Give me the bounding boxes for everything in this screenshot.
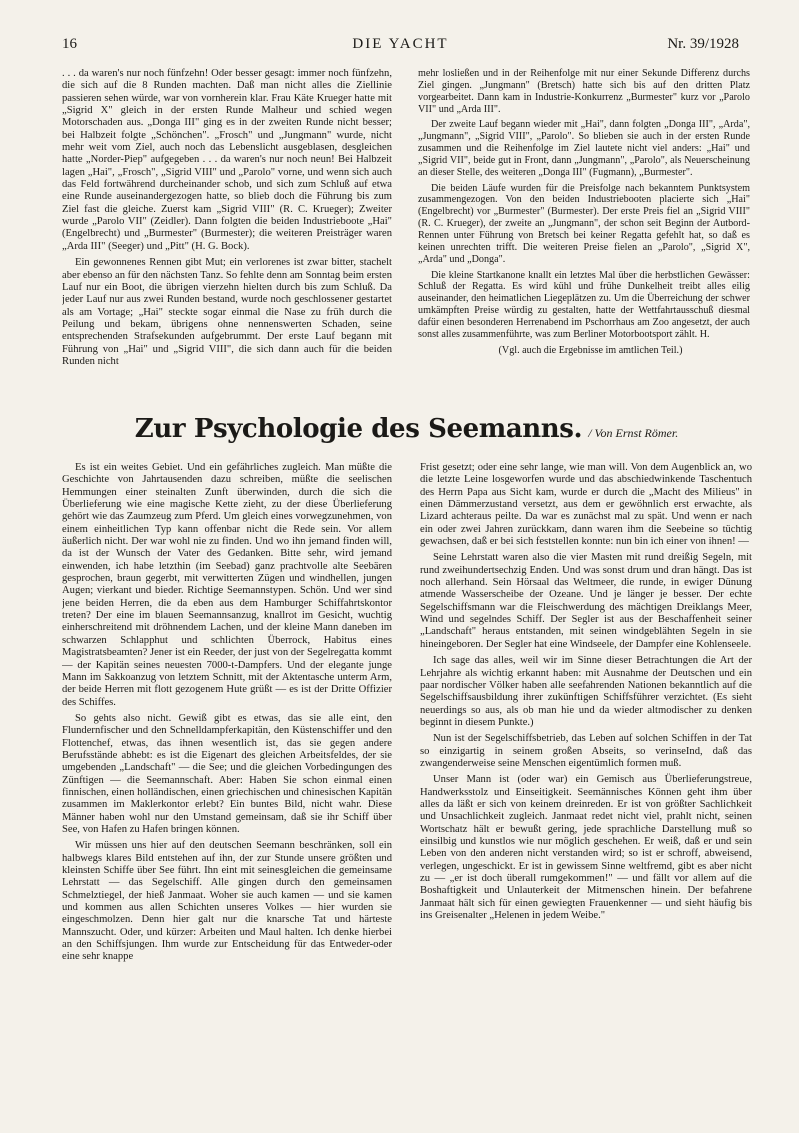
article-byline: / Von Ernst Römer. xyxy=(588,426,679,440)
article-left-column xyxy=(62,462,392,1095)
results-reference-note: (Vgl. auch die Ergebnisse im amtlichen Teil.) xyxy=(498,344,683,356)
paragraph: So gehts also nicht. Gewiß gibt es etwas, das sie alle eint, den Flundernfischer und den Schnelldampferkapitän, den Küstenschiffer und den Flottenchef, etwas, das ihnen wesentlich ist, das sie gegen andere Berufsstände abhebt: es ist die Eigenart des gleichen Arbeitsfeldes, der sie umgebenden „Landschaft" — die See; und die gleichen Vorbedingungen des Zünftigen — die Seemannschaft. Aber: Haben Sie schon einmal einen finnischen, einen holländischen, einen griechischen und chinesischen Kapitän zusammen im Maklerkontor erlebt? Ein buntes Bild, nicht wahr. Diese Männer haben wohl nur den Umstand gemeinsam, daß sie ihr Schiff über See, von Hafen zu Hafen bringen können. xyxy=(62,712,392,835)
paragraph: Wir müssen uns hier auf den deutschen Seemann beschränken, soll ein halbwegs klares Bild entstehen auf ihn, der zur Stunde unsere größten und kleinsten Schiffe über See führt. Ihn eint mit seinesgleichen die gemeinsame Lehrstatt — das Segelschiff. Alle gingen durch den gemeinsamen Schmelztiegel, der hieß Janmaat. Woher sie auch kamen — und sie kamen und kommen aus allen Schichten unseres Volkes — hier wurden sie eingeschmolzen. Denn hier galt nur die knarsche Tat und härteste Mannszucht. Oder, und kürzer: Arbeiten und Maul halten. Ich denke hierbei an den Schiffsjungen. Ihm wurde zur Entscheidung für das Entweder-oder eine sehr knappe xyxy=(62,840,392,963)
issue-number: Nr. 39/1928 xyxy=(667,36,739,52)
article-title: Zur Psychologie des Seemanns. xyxy=(134,414,583,444)
page-header xyxy=(62,36,739,58)
paragraph: Unser Mann ist (oder war) ein Gemisch aus Überlieferungstreue, Handwerksstolz und Einseitigkeit. Seemännisches Können geht ihm über alles da läßt er sich von keinem dreinreden. Er ist von größter Sachlichkeit und Unsachlichkeit zugleich. Janmaat redet nicht viel, prahlt nicht, seinen Wortschatz hält er bewußt gering, jede sprachliche Darstellung muß so einsilbig und kunstlos wie nur möglich geschehen. Er weiß, daß er und sein Leben von den anderen nicht verstanden wird; so ist er schroff, abweisend, verlegen, ungeschickt. Er ist in gewissem Sinne weltfremd, gibt es aber nicht zu — „er ist doch überall rumgekommen!" — und fällt vor allem auf die Boshaftigkeit und Unlauterkeit der Mitmenschen hinein. Der befahrene Janmaat hält sich für einen gewiegten Frauenkenner — und sieht häufig bis ins Greisenalter „Helenen in jedem Weibe." xyxy=(420,774,752,922)
paragraph: Es ist ein weites Gebiet. Und ein gefährliches zugleich. Man müßte die Geschichte von Jahrtausenden dazu schreiben, müßte die seelischen Hemmungen einer steinalten Zunft überwinden, durch die sich die Überlieferung wie eine magische Kette zieht, zu der diese Überlieferung gehört wie das Zaumzeug zum Pferd. Um gleich eines vorwegzunehmen, von einem einheitlichen Typ kann offenbar nicht die Rede sein. Vor allem äußerlich nicht. Der war wohl nie zu finden. Und wo ihn jemand finden will, da ist der Wunsch der Vater des Gedanken. Bitte sehr, wird jemand einwenden, ich habe letzthin (im Seebad) ganz prachtvolle alte Seebären gesprochen, braun gegerbt, mit verwitterten Zügen und windhellen, jungen Augen; vierkant und bieder. Richtige Seemannstypen. Schön. Und wer sind jene beiden Herren, die da eben aus dem Hamburger Schiffahrtskontor treten? Der eine im blauen Seemannsanzug, knallrot im Gesicht, wuchtig einherschreitend mit dröhnendem Lachen, und der kleine Mann daneben im schwarzen Schlapphut und schlichten Überrock, Habitus eines Magistratsbeamten? Jener ist ein Reeder, der just von der Segelregatta kommt — der Kapitän seines neuesten 7000-t-Dampfers. Und der elegante junge Mann im Sakkoanzug von letztem Schnitt, mit der Aktentasche unterm Arm, der beide Herren mit flott gezogenem Hute grüßt — es ist der Dritte Offizier des Schiffes. xyxy=(62,462,392,708)
paragraph: Seine Lehrstatt waren also die vier Masten mit rund dreißig Segeln, mit rund zweihundertsechzig Enden. Und was sonst drum und dran hängt. Das ist noch allerhand. Sein Hörsaal das Weltmeer, die runde, in ewiger Dünung atmende Wasserscheibe der Ozeane. Und je länger je besser. Der echte Segelschiffsmann war die Fleischwerdung des mächtigen Dreiklangs Meer, Wind und segelndes Schiff. Der Segler ist aus der Beschaffenheit seiner „Landschaft" heraus entstanden, mit seinen windgeblähten Segeln in sie hineingeboren. Der Segler hat eine Windseele, der Dampfer eine Kohlenseele. xyxy=(420,552,752,650)
regatta-report-left-column xyxy=(62,68,392,384)
page-number: 16 xyxy=(62,36,77,52)
paragraph: Der zweite Lauf begann wieder mit „Hai", dann folgten „Donga III", „Arda", „Jungmann", „Sigrid VIII", „Parolo". So blieben sie auch in der ersten Runde zusammen und die Reihenfolge im Ziel lautete nicht viel anders: „Hai" und „Sigrid VII", beide gut in Front, dann „Jungmann", „Parolo", als Neuerscheinung an dieser Stelle, des weiteren „Donga III" (Fugmann), „Burmester". xyxy=(418,119,750,178)
publication-title: DIE YACHT xyxy=(352,36,449,52)
paragraph: Ein gewonnenes Rennen gibt Mut; ein verlorenes ist zwar bitter, stachelt aber ebenso an für den nächsten Tanz. So fehlte denn am Sonntag beim ersten Lauf nur ein Boot, die übrigen vierzehn hielten durch bis zum Schluß. Da jeder Lauf nur aus zwei Runden bestand, wurde noch geschlossener gestartet als am Vortage; „Hai" steckte sogar einmal die Nase zu früh durch die Peilung und bekam, übrigens ohne nennenswerten Schaden, seine entsprechenden Strafsekunden aufgebrummt. Der erste Lauf begann mit Führung von „Hai" und „Sigrid VIII", die sich dann auch für die beiden Runden nicht xyxy=(62,257,392,367)
paragraph: Nun ist der Segelschiffsbetrieb, das Leben auf solchen Schiffen in der Tat so einzigartig in seinem großen Abseits, so verinseInd, daß das zwangenderweise seine Menschen eigentümlich formen muß. xyxy=(420,733,752,769)
paragraph: mehr losließen und in der Reihenfolge mit nur einer Sekunde Differenz durchs Ziel gingen. „Jungmann" (Bretsch) hatte sich bis auf den dritten Platz vorgearbeitet. Dann kam in Industrie-Konkurrenz „Burmester" kurz vor „Parolo VII" und „Arda III". xyxy=(418,68,750,115)
paragraph: Die beiden Läufe wurden für die Preisfolge nach bekanntem Punktsystem zusammengezogen. Von den beiden Industriebooten placierte sich „Hai" (Engelbrecht) vor „Burmester" (Burmester). Der erste Preis fiel an „Sigrid VIII" (R. C. Krueger), der zweite an „Jungmann", der schon seit Beginn der Autbord-Rennen unter Führung von Bretsch bei keiner Regatta gefehlt hat, so daß es keinen unrechten trifft. Die weiteren Preise fielen an „Parolo", „Sigrid X", „Arda" und „Donga". xyxy=(418,182,750,265)
paragraph: Die kleine Startkanone knallt ein letztes Mal über die herbstlichen Gewässer: Schluß der Regatta. Es wird kühl und frühe Dunkelheit treibt alles eilig auseinander, den heimatlichen Liegeplätzen zu. Um die Überreichung der schwer umkämpften Preise würdig zu gestalten, hatte der Wettfahrtausschuß diesmal dafür einen besonderen Herrenabend im Pschorrhaus am Zoo angesetzt, der auch sonst alles zusammenführte, was zum Berliner Motorbootsport zählt. H. xyxy=(418,269,750,340)
article-heading xyxy=(62,414,751,454)
paragraph: Ich sage das alles, weil wir im Sinne dieser Betrachtungen die Art der Lehrjahre als wichtig erkannt haben: mit Ausnahme der Deutschen und ein paar nordischer Völker haben alle seefahrenden Nationen bekanntlich auf die Segelschiffsausbildung ihrer zukünftigen Schiffsführer verzichtet. (Es sieht neuerdings so aus, als ob man hie und da wieder altmodischer zu denken beginnt in diesem Punkte.) xyxy=(420,655,752,728)
regatta-report-right-column xyxy=(418,68,750,384)
paragraph: . . . da waren's nur noch fünfzehn! Oder besser gesagt: immer noch fünfzehn, die sich auf die 8 Runden machten. Daß man nicht alles die Ziellinie passieren sehen würde, war von vornherein klar. Frau Käte Krueger hatte mit „Sigrid X" gleich in der ersten Runde Malheur und schied wegen Motorschaden aus. „Donga III" ging es in der zweiten Runde nicht besser; bei Halbzeit folgte „Schönchen". „Frosch" und „Jungmann" wurde, nicht mehr weit vom Ziel, auch noch das Lebenslicht ausgeblasen, desgleichen hatte „Norder-Piep" aufgegeben . . . da waren's nur noch neun! Bei Halbzeit lagen „Hai", „Frosch", „Sigrid VIII" und „Parolo" vorne, und wenn sich auch das Feld fortwährend durcheinander schob, und sich zum Schluß auf etwa eine Runde auseinandergezogen hatte, so blieb doch die Führung bis zum Ziel fast die gleiche. Zuerst kam „Sigrid VIII" (R. C. Krueger); Zweiter wurde „Parolo VII" (Zeidler). Dann folgten die beiden Industrieboote „Hai" (Engelbrecht) und „Burmester" (Burmester); die weiteren Preisträger waren „Arda III" (Seeger) und „Pitt" (H. G. Bock). xyxy=(62,68,392,252)
article-right-column xyxy=(420,462,752,1095)
paragraph: Frist gesetzt; oder eine sehr lange, wie man will. Von dem Augenblick an, wo die letzte Leine losgeworfen wurde und das abschiedwinkende Taschentuch des Herrn Papa aus Sicht kam, wurde er durch die „Macht des Milieus" in einen Dämmerzustand versetzt, aus dem er gewöhnlich erst erwachte, als Lizard achteraus peilte. Da war es zunächst mal zu spät. Und wenn er nach ein oder zwei Jahren zurückkam, dann waren ihm die Seebeine so tüchtig gewachsen, daß er bei sich feststellen konnte: nun bin ich einer von ihnen! — xyxy=(420,462,752,548)
